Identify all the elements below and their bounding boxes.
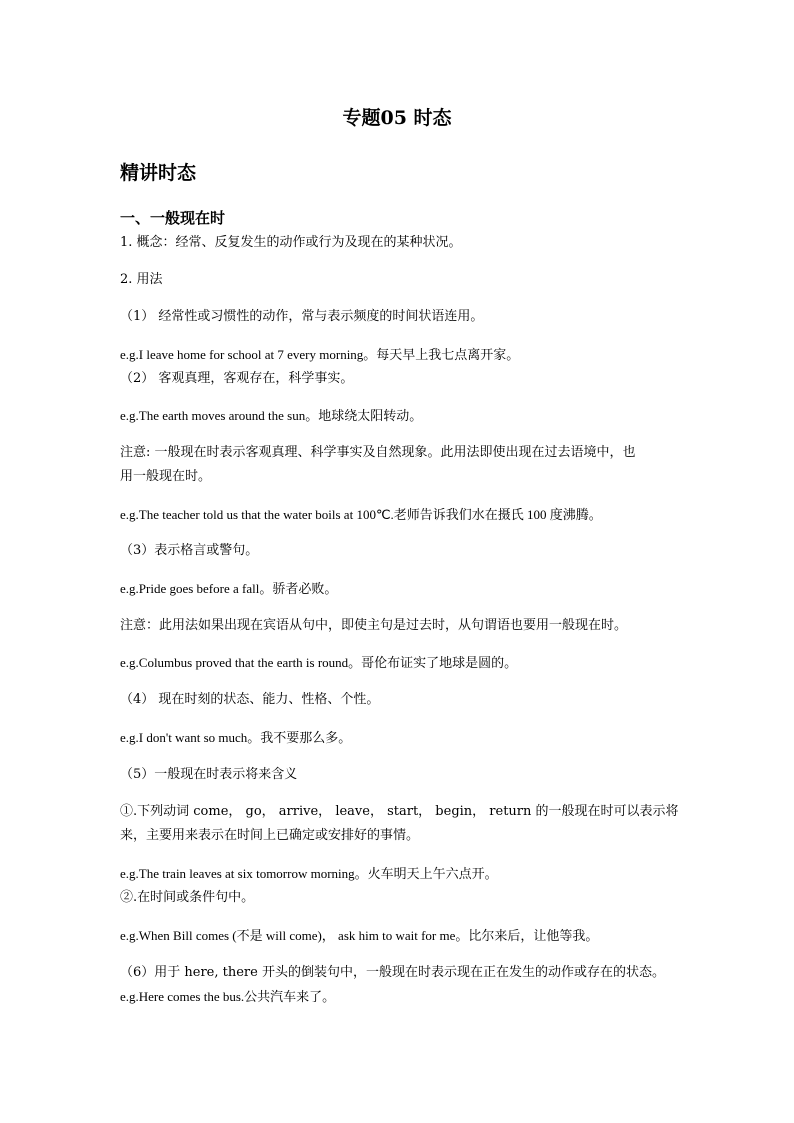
example-line: e.g.When Bill comes (不是 will come)， ask him to wait for me。比尔来后，让他等我。 xyxy=(120,928,599,943)
example-line: e.g.Pride goes before a fall。骄者必败。 xyxy=(120,581,338,596)
note-line: 注意：此用法如果出现在宾语从句中，即使主句是过去时，从句谓语也要用一般现在时。 xyxy=(120,618,628,633)
body-line: 来，主要用来表示在时间上已确定或安排好的事情。 xyxy=(120,828,420,843)
body-line: （2） 客观真理，客观存在，科学事实。 xyxy=(120,371,354,386)
body-line: （5）一般现在时表示将来含义 xyxy=(120,767,298,782)
body-line: （4） 现在时刻的状态、能力、性格、个性。 xyxy=(120,692,380,707)
body-line: ②.在时间或条件句中。 xyxy=(120,890,255,905)
example-line: e.g.The earth moves around the sun。地球绕太阳转动。 xyxy=(120,408,423,423)
body-line: ①.下列动词 come， go， arrive， leave， start， begin， return 的一般现在时可以表示将 xyxy=(120,804,679,819)
example-line: e.g.I leave home for school at 7 every morning。每天早上我七点离开家。 xyxy=(120,347,520,362)
body-line: 2. 用法 xyxy=(120,272,163,287)
body-line: （6）用于 here, there 开头的倒装句中，一般现在时表示现在正在发生的动作或存在的状态。 xyxy=(120,965,665,980)
note-line: 注意: 一般现在时表示客观真理、科学事实及自然现象。此用法即使出现在过去语境中，也 xyxy=(120,445,636,460)
example-line: e.g.Columbus proved that the earth is round。哥伦布证实了地球是圆的。 xyxy=(120,655,518,670)
example-line: e.g.The teacher told us that the water boils at 100℃.老师告诉我们水在摄氏 100 度沸腾。 xyxy=(120,507,602,522)
example-line: e.g.Here comes the bus.公共汽车来了。 xyxy=(120,989,336,1004)
body-line: 1. 概念：经常、反复发生的动作或行为及现在的某种状况。 xyxy=(120,235,462,250)
section-heading: 精讲时态 xyxy=(120,162,197,184)
body-line: （3）表示格言或警句。 xyxy=(120,543,259,558)
example-line: e.g.I don't want so much。我不要那么多。 xyxy=(120,730,352,745)
example-line: e.g.The train leaves at six tomorrow morning。火车明天上午六点开。 xyxy=(120,866,498,881)
note-line: 用一般现在时。 xyxy=(120,469,212,484)
document-title: 专题05 时态 xyxy=(342,107,452,129)
sub-heading: 一、一般现在时 xyxy=(120,209,226,227)
body-line: （1） 经常性或习惯性的动作，常与表示频度的时间状语连用。 xyxy=(120,309,484,324)
